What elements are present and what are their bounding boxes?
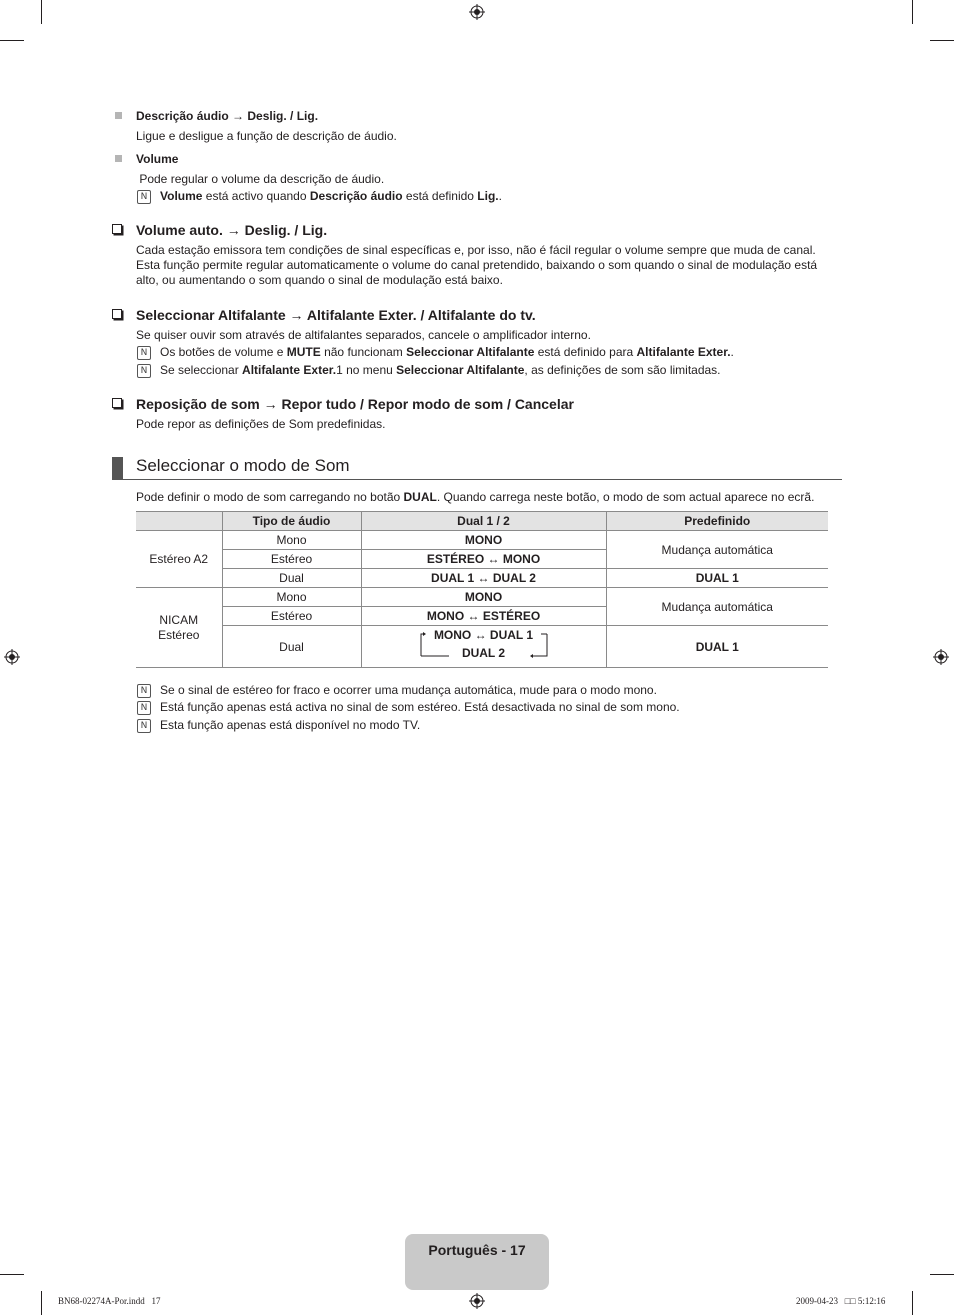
cell-dual: DUAL 1 ↔ DUAL 2 xyxy=(361,569,606,588)
table-header-row xyxy=(136,512,828,531)
crop-mark xyxy=(41,1291,42,1315)
square-bullet-icon xyxy=(115,112,122,119)
print-timestamp: 2009-04-23 □□ 5:12:16 xyxy=(796,1296,886,1306)
cell-default: DUAL 1 xyxy=(606,626,828,668)
note-speaker-2: Se seleccionar Altifalante Exter.1 no menu Seleccionar Altifalante, as definições de som são limitadas. xyxy=(160,363,721,377)
bullet-text-volume: Pode regular o volume da descrição de áudio. xyxy=(136,172,385,186)
cycle-line1: MONO ↔ DUAL 1 xyxy=(433,628,534,642)
cell-default-auto: Mudança automática xyxy=(606,531,828,569)
registration-mark-icon xyxy=(469,4,485,20)
cell-type: Estéreo xyxy=(222,607,361,626)
table-header-default: Predefinido xyxy=(606,512,828,531)
note-speaker-1: Os botões de volume e MUTE não funcionam Seleccionar Altifalante está definido para Altifalante Exter.. xyxy=(160,345,734,359)
crop-mark xyxy=(930,40,954,41)
cycle-line2: DUAL 2 xyxy=(461,646,506,660)
section-intro: Pode definir o modo de som carregando no botão DUAL. Quando carrega neste botão, o modo de som actual aparece no ecrã. xyxy=(136,490,815,504)
cell-type: Dual xyxy=(222,626,361,668)
cell-dual: MONO xyxy=(361,588,606,607)
square-bullet-icon xyxy=(115,155,122,162)
table-header-audio-type: Tipo de áudio xyxy=(222,512,361,531)
cell-type: Mono xyxy=(222,588,361,607)
note-icon: N xyxy=(137,719,151,733)
cell-default: DUAL 1 xyxy=(606,569,828,588)
group-nicam xyxy=(136,588,222,668)
cell-dual: ESTÉREO ↔ MONO xyxy=(361,550,606,569)
note-bottom-1: Se o sinal de estéreo for fraco e ocorrer uma mudança automática, mude para o modo mono. xyxy=(160,683,657,697)
sound-mode-table xyxy=(136,511,828,668)
heading-speaker: Seleccionar Altifalante → Altifalante Exter. / Altifalante do tv. xyxy=(136,307,536,323)
checkbox-bullet-icon xyxy=(112,224,122,234)
table-header-empty xyxy=(136,512,222,531)
cell-type: Dual xyxy=(222,569,361,588)
note-bottom-3: Esta função apenas está disponível no modo TV. xyxy=(160,718,421,732)
checkbox-bullet-icon xyxy=(112,309,122,319)
cell-dual: MONO xyxy=(361,531,606,550)
group-a2: Estéreo A2 xyxy=(136,531,222,588)
registration-mark-icon xyxy=(469,1293,485,1309)
note-icon: N xyxy=(137,364,151,378)
cell-dual-cycle xyxy=(361,626,606,668)
bullet-text-audio-description: Ligue e desligue a função de descrição de áudio. xyxy=(136,129,397,143)
cell-type: Estéreo xyxy=(222,550,361,569)
print-file-name: BN68-02274A-Por.indd 17 xyxy=(58,1296,161,1306)
table-row xyxy=(136,569,828,588)
page-number: Português - 17 xyxy=(428,1242,526,1258)
section-rule xyxy=(112,479,842,480)
cycle-diagram xyxy=(409,626,559,662)
table-row xyxy=(136,626,828,668)
cell-dual: MONO ↔ ESTÉREO xyxy=(361,607,606,626)
heading-sound-reset: Reposição de som → Repor tudo / Repor modo de som / Cancelar xyxy=(136,396,574,412)
crop-mark xyxy=(912,1291,913,1315)
registration-mark-icon xyxy=(933,649,949,665)
crop-mark xyxy=(41,0,42,24)
section-marker xyxy=(112,457,123,479)
note-icon: N xyxy=(137,701,151,715)
table-header-dual: Dual 1 / 2 xyxy=(361,512,606,531)
note-icon: N xyxy=(137,346,151,360)
crop-mark xyxy=(0,1274,24,1275)
group-nicam-line2: Estéreo xyxy=(158,627,200,642)
note-volume-active: Volume está activo quando Descrição áudio está definido Lig.. xyxy=(160,189,502,203)
cell-type: Mono xyxy=(222,531,361,550)
crop-mark xyxy=(930,1274,954,1275)
table-row xyxy=(136,588,828,607)
checkbox-bullet-icon xyxy=(112,398,122,408)
crop-mark xyxy=(0,40,24,41)
note-bottom-2: Está função apenas está activa no sinal de som estéreo. Está desactivada no sinal de som mono. xyxy=(160,700,680,714)
section-title: Seleccionar o modo de Som xyxy=(136,456,350,475)
text-volume-auto: Cada estação emissora tem condições de sinal específicas e, por isso, não é fácil regular o volume sempre que muda de canal. Esta função permite regular automaticamente o volume do canal pretendido, baixando o som quando o sinal de modulação está alto, ou aumentando o som quando o sinal de modulação está baixo. xyxy=(136,243,818,287)
note-icon: N xyxy=(137,684,151,698)
note-icon: N xyxy=(137,190,151,204)
text-sound-reset: Pode repor as definições de Som predefinidas. xyxy=(136,417,386,431)
bullet-title-audio-description: Descrição áudio → Deslig. / Lig. xyxy=(136,109,319,123)
bullet-title-volume: Volume xyxy=(136,152,179,166)
group-nicam-line1: NICAM xyxy=(159,612,199,627)
table-row xyxy=(136,531,828,550)
heading-volume-auto: Volume auto. → Deslig. / Lig. xyxy=(136,222,328,238)
registration-mark-icon xyxy=(4,649,20,665)
cell-default-auto: Mudança automática xyxy=(606,588,828,626)
text-speaker: Se quiser ouvir som através de altifalantes separados, cancele o amplificador interno. xyxy=(136,328,591,342)
crop-mark xyxy=(912,0,913,24)
